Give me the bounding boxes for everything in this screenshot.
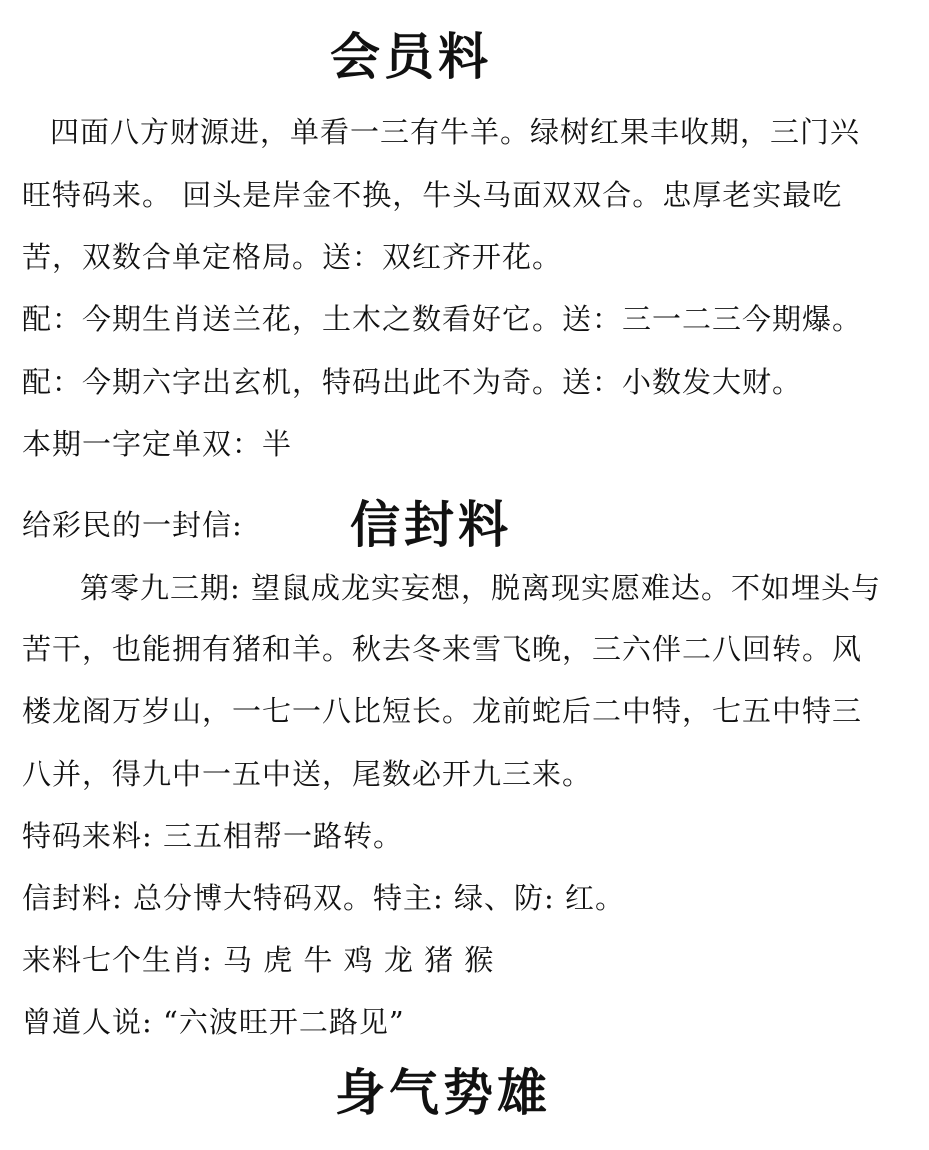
envelope-paragraph-line-4: 八并，得九中一五中送，尾数必开九三来。 <box>22 757 593 791</box>
member-paragraph-line-3: 苦，双数合单定格局。送：双红齐开花。 <box>22 240 563 274</box>
zodiac-list: 来料七个生肖: 马 虎 牛 鸡 龙 猪 猴 <box>22 943 495 977</box>
envelope-paragraph-line-3: 楼龙阁万岁山，一七一八比短长。龙前蛇后二中特，七五中特三 <box>22 694 863 728</box>
special-material: 特码来料: 三五相帮一路转。 <box>22 819 403 853</box>
envelope-title: 信封料 <box>350 495 512 554</box>
envelope-material: 信封料: 总分博大特码双。特主: 绿、防: 红。 <box>22 881 625 915</box>
member-title: 会员料 <box>330 27 492 86</box>
envelope-paragraph-line-1: 第零九三期: 望鼠成龙实妄想，脱离现实愿难达。不如埋头与 <box>80 571 881 605</box>
envelope-paragraph-line-2: 苦干，也能拥有猪和羊。秋去冬来雪飞晚，三六伴二八回转。风 <box>22 632 863 666</box>
member-paragraph-line-2: 旺特码来。 回头是岸金不换，牛头马面双双合。忠厚老实最吃 <box>22 178 843 212</box>
bottom-title: 身气势雄 <box>335 1063 551 1122</box>
member-paragraph-line-1: 四面八方财源进，单看一三有牛羊。绿树红果丰收期，三门兴 <box>50 115 861 149</box>
taoist-saying: 曾道人说: “六波旺开二路见” <box>22 1005 405 1039</box>
letter-label: 给彩民的一封信: <box>22 508 243 542</box>
member-pei-line-2: 配：今期六字出玄机，特码出此不为奇。送：小数发大财。 <box>22 365 803 399</box>
member-pei-line-1: 配：今期生肖送兰花，土木之数看好它。送：三一二三今期爆。 <box>22 302 863 336</box>
member-single-double: 本期一字定单双：半 <box>22 427 293 461</box>
